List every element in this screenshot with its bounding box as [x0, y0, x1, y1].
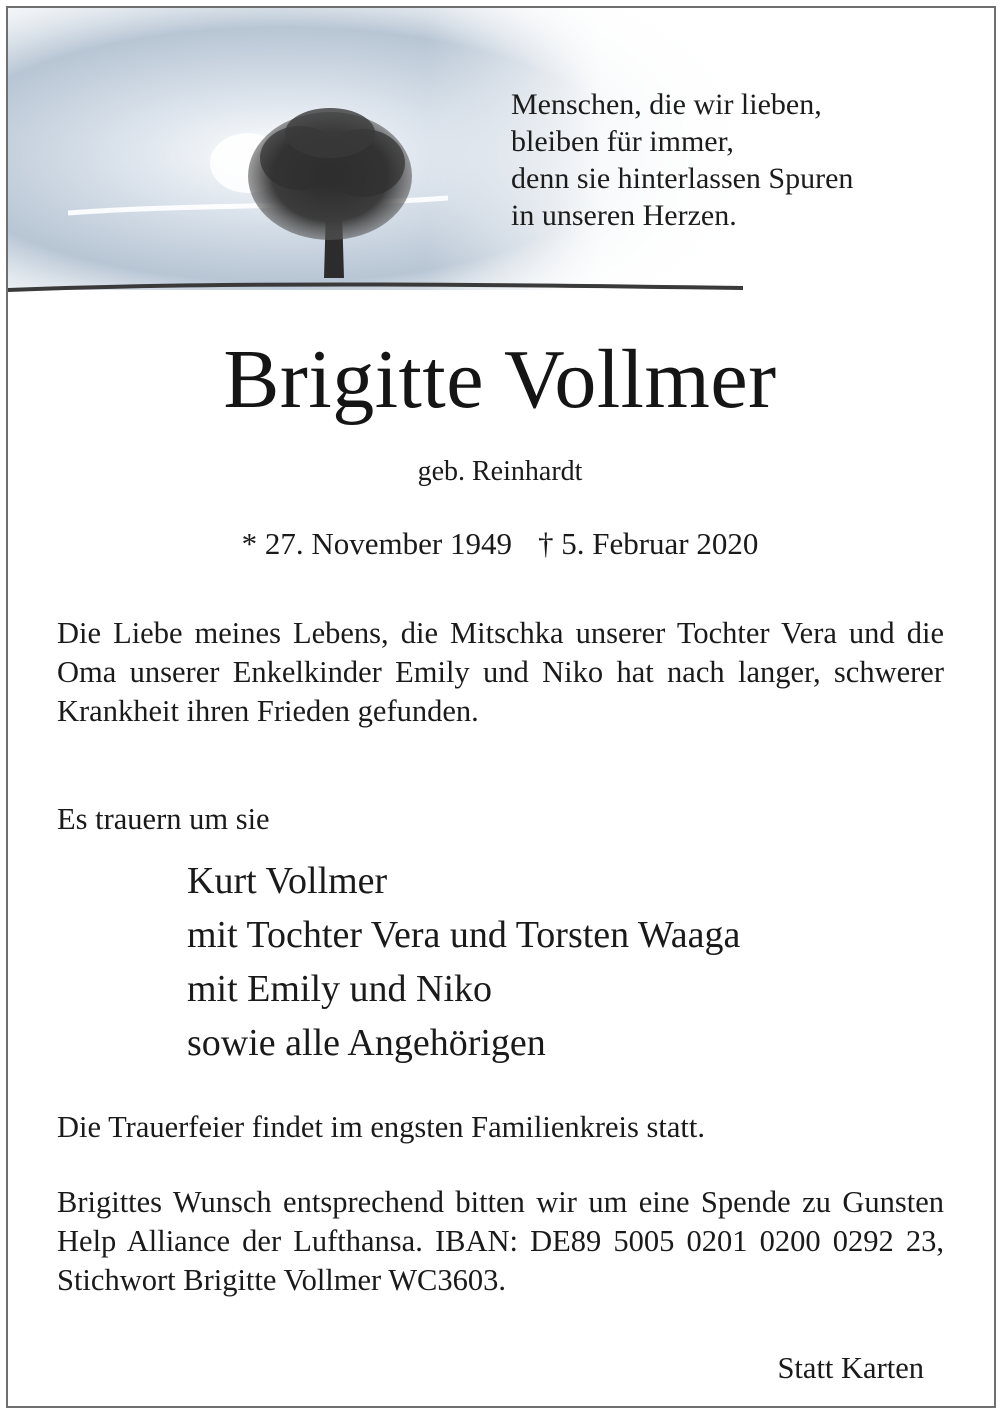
mourners-list [187, 854, 740, 1070]
maiden-name: geb. Reinhardt [417, 456, 583, 487]
announcement-text: Die Liebe meines Lebens, die Mitschka unserer Tochter Vera und die Oma unserer Enkelkinder Emily und Niko hat nach langer, schwerer Krankheit ihren Frieden gefunden. [57, 616, 944, 728]
ceremony-note: Die Trauerfeier findet im engsten Familienkreis statt. [57, 1110, 705, 1144]
memorial-poem [511, 86, 853, 234]
life-dates [0, 525, 1000, 563]
mourner-line: mit Emily und Niko [187, 968, 493, 1010]
death-date: † 5. Februar 2020 [537, 526, 759, 561]
mourner-line: sowie alle Angehörigen [187, 1022, 546, 1064]
mourner-line: mit Tochter Vera und Torsten Waaga [187, 914, 741, 956]
mourners-intro: Es trauern um sie [57, 802, 270, 836]
birth-date: * 27. November 1949 [241, 526, 512, 561]
mourner-line: Kurt Vollmer [187, 860, 388, 902]
donation-text: Brigittes Wunsch entsprechend bitten wir um eine Spende zu Gunsten Help Alliance der Lufthansa. IBAN: DE89 5005 0201 0200 0292 23, Stichwort Brigitte Vollmer WC3603. [57, 1185, 944, 1297]
poem-line: bleiben für immer, [511, 125, 734, 158]
statt-karten: Statt Karten [777, 1351, 924, 1385]
poem-line: Menschen, die wir lieben, [511, 88, 822, 121]
poem-line: denn sie hinterlassen Spuren [511, 162, 854, 195]
poem-line: in unseren Herzen. [511, 199, 737, 232]
deceased-name: Brigitte Vollmer [223, 333, 777, 426]
